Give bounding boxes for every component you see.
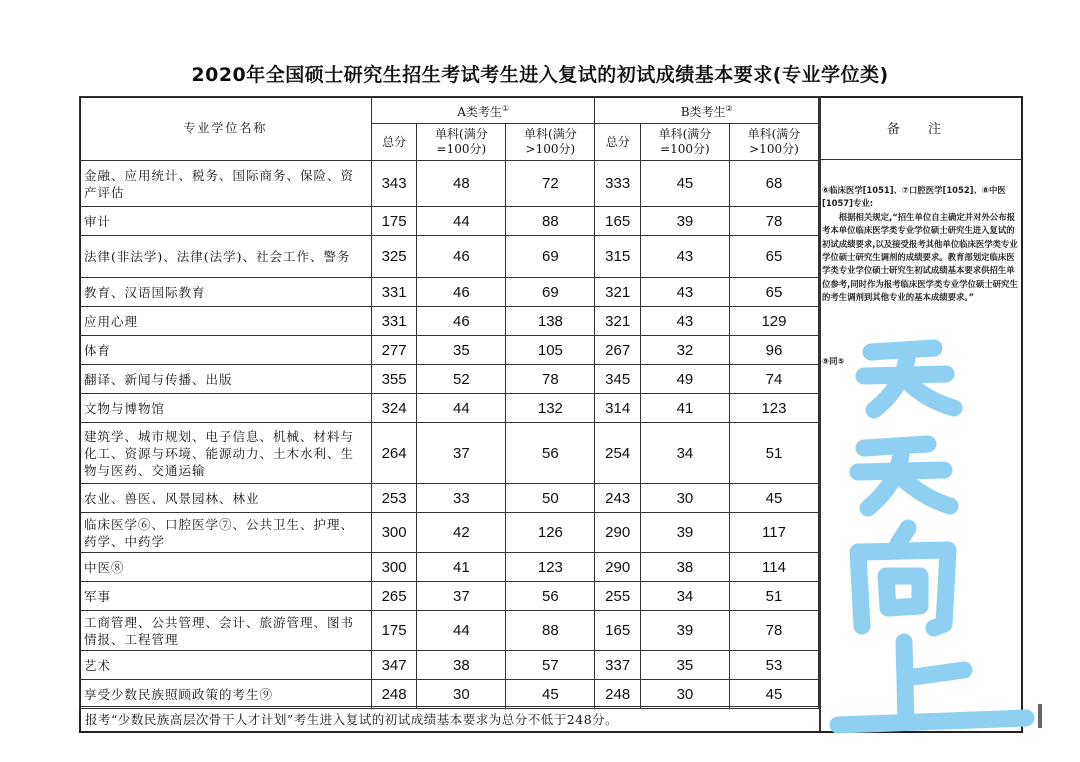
a-total-cell: 300: [371, 553, 417, 582]
a-total-cell: 325: [371, 236, 417, 278]
b-total-cell: 267: [595, 336, 641, 365]
b-total-cell: 243: [595, 484, 641, 513]
remarks-header: 备 注: [819, 96, 1021, 160]
a-single-100-cell: 48: [417, 161, 506, 207]
b-single-gt100-cell: 45: [729, 484, 818, 513]
major-name-cell: 临床医学⑥、口腔医学⑦、公共卫生、护理、药学、中药学: [80, 513, 372, 553]
a-single-gt100-cell: 56: [506, 582, 595, 611]
table-row: [80, 307, 819, 336]
table-row: [80, 651, 819, 680]
a-single-gt100-cell: 88: [506, 611, 595, 651]
a-single-gt100-cell: 132: [506, 394, 595, 423]
b-total-cell: 290: [595, 513, 641, 553]
b-single-100-cell: 34: [640, 423, 729, 484]
major-name-cell: 农业、兽医、风景园林、林业: [80, 484, 372, 513]
table-row: [80, 582, 819, 611]
a-single-100-cell: 42: [417, 513, 506, 553]
a-total-header: 总分: [371, 124, 417, 161]
remark-note-minority: ⑨同⑤: [822, 356, 845, 366]
table-row: [80, 236, 819, 278]
a-single-100-header: 单科(满分 =100分): [417, 124, 506, 161]
b-total-cell: 321: [595, 278, 641, 307]
scan-mark: [1038, 704, 1042, 728]
column-header-major: 专业学位名称: [80, 97, 372, 161]
b-single-gt100-cell: 51: [729, 423, 818, 484]
a-single-100-cell: 44: [417, 611, 506, 651]
b-total-cell: 315: [595, 236, 641, 278]
score-table: [79, 96, 819, 709]
table-row: [80, 680, 819, 709]
major-name-cell: 金融、应用统计、税务、国际商务、保险、资产评估: [80, 161, 372, 207]
major-name-cell: 翻译、新闻与传播、出版: [80, 365, 372, 394]
a-single-100-cell: 44: [417, 207, 506, 236]
b-total-header: 总分: [595, 124, 641, 161]
a-single-gt100-cell: 88: [506, 207, 595, 236]
table-row: [80, 278, 819, 307]
b-total-cell: 321: [595, 307, 641, 336]
b-single-100-cell: 38: [640, 553, 729, 582]
b-single-100-cell: 43: [640, 278, 729, 307]
b-total-cell: 337: [595, 651, 641, 680]
table-row: [80, 207, 819, 236]
a-single-gt100-cell: 138: [506, 307, 595, 336]
major-name-cell: 体育: [80, 336, 372, 365]
b-single-gt100-cell: 78: [729, 611, 818, 651]
major-name-cell: 法律(非法学)、法律(法学)、社会工作、警务: [80, 236, 372, 278]
a-total-cell: 355: [371, 365, 417, 394]
b-single-100-header: 单科(满分 =100分): [640, 124, 729, 161]
a-single-gt100-cell: 56: [506, 423, 595, 484]
b-single-gt100-cell: 45: [729, 680, 818, 709]
b-single-gt100-cell: 68: [729, 161, 818, 207]
b-total-cell: 345: [595, 365, 641, 394]
table-row: [80, 553, 819, 582]
a-total-cell: 248: [371, 680, 417, 709]
b-total-cell: 314: [595, 394, 641, 423]
major-name-cell: 应用心理: [80, 307, 372, 336]
b-single-100-cell: 39: [640, 611, 729, 651]
a-total-cell: 175: [371, 611, 417, 651]
a-single-gt100-cell: 69: [506, 236, 595, 278]
a-single-gt100-cell: 69: [506, 278, 595, 307]
a-single-100-cell: 33: [417, 484, 506, 513]
group-a-header: A类考生①: [371, 97, 595, 124]
b-single-gt100-cell: 78: [729, 207, 818, 236]
a-single-gt100-cell: 50: [506, 484, 595, 513]
a-single-100-cell: 46: [417, 278, 506, 307]
a-total-cell: 324: [371, 394, 417, 423]
group-b-header: B类考生②: [595, 97, 819, 124]
major-name-cell: 中医⑧: [80, 553, 372, 582]
major-name-cell: 审计: [80, 207, 372, 236]
major-name-cell: 文物与博物馆: [80, 394, 372, 423]
a-total-cell: 264: [371, 423, 417, 484]
b-total-cell: 165: [595, 611, 641, 651]
b-single-gt100-cell: 114: [729, 553, 818, 582]
b-single-100-cell: 49: [640, 365, 729, 394]
b-total-cell: 255: [595, 582, 641, 611]
major-name-cell: 军事: [80, 582, 372, 611]
a-single-gt100-cell: 45: [506, 680, 595, 709]
a-single-100-cell: 46: [417, 236, 506, 278]
a-single-100-cell: 38: [417, 651, 506, 680]
table-row: [80, 336, 819, 365]
major-name-cell: 教育、汉语国际教育: [80, 278, 372, 307]
b-single-100-cell: 32: [640, 336, 729, 365]
table-row: [80, 513, 819, 553]
a-single-100-cell: 30: [417, 680, 506, 709]
a-single-100-cell: 46: [417, 307, 506, 336]
a-single-100-cell: 44: [417, 394, 506, 423]
table-row: [80, 161, 819, 207]
b-total-cell: 333: [595, 161, 641, 207]
b-single-gt100-cell: 51: [729, 582, 818, 611]
b-single-100-cell: 45: [640, 161, 729, 207]
a-total-cell: 175: [371, 207, 417, 236]
b-single-100-cell: 41: [640, 394, 729, 423]
a-total-cell: 331: [371, 307, 417, 336]
a-single-100-cell: 37: [417, 582, 506, 611]
b-single-gt100-cell: 117: [729, 513, 818, 553]
b-total-cell: 165: [595, 207, 641, 236]
a-total-cell: 253: [371, 484, 417, 513]
b-single-gt100-cell: 53: [729, 651, 818, 680]
b-single-100-cell: 43: [640, 307, 729, 336]
b-single-gt100-cell: 65: [729, 236, 818, 278]
page-title: 2020年全国硕士研究生招生考试考生进入复试的初试成绩基本要求(专业学位类): [191, 64, 889, 86]
a-total-cell: 300: [371, 513, 417, 553]
a-single-gt100-cell: 105: [506, 336, 595, 365]
a-single-gt100-cell: 78: [506, 365, 595, 394]
b-single-100-cell: 30: [640, 484, 729, 513]
a-single-100-cell: 52: [417, 365, 506, 394]
a-total-cell: 347: [371, 651, 417, 680]
b-single-100-cell: 35: [640, 651, 729, 680]
b-single-gt100-cell: 96: [729, 336, 818, 365]
a-single-gt100-cell: 126: [506, 513, 595, 553]
a-single-100-cell: 37: [417, 423, 506, 484]
a-total-cell: 277: [371, 336, 417, 365]
a-single-100-cell: 41: [417, 553, 506, 582]
b-total-cell: 248: [595, 680, 641, 709]
a-single-100-cell: 35: [417, 336, 506, 365]
a-total-cell: 331: [371, 278, 417, 307]
remark-note-body: 根据相关规定,“招生单位自主确定并对外公布报考本单位临床医学类专业学位硕士研究生进入复试的初试成绩要求,以及接受报考其他单位临床医学类专业学位硕士研究生调剂的成绩要求。教育部划定临床医学类专业学位硕士研究生初试成绩基本要求供招生单位参考,同时作为报考临床医学类专业学位硕士研究生的考生调剂到其他专业的基本成绩要求。”: [822, 211, 1018, 303]
remark-note-clinical: [822, 184, 1018, 305]
major-name-cell: 建筑学、城市规划、电子信息、机械、材料与化工、资源与环境、能源动力、土木水利、生物与医药、交通运输: [80, 423, 372, 484]
b-single-100-cell: 30: [640, 680, 729, 709]
a-single-gt100-cell: 57: [506, 651, 595, 680]
b-single-100-cell: 34: [640, 582, 729, 611]
a-single-gt100-cell: 123: [506, 553, 595, 582]
footnote: 报考“少数民族高层次骨干人才计划”考生进入复试的初试成绩基本要求为总分不低于248分。: [81, 706, 819, 731]
b-single-gt100-cell: 65: [729, 278, 818, 307]
a-total-cell: 265: [371, 582, 417, 611]
table-row: [80, 365, 819, 394]
b-single-gt100-cell: 74: [729, 365, 818, 394]
table-row: [80, 611, 819, 651]
b-single-gt100-cell: 129: [729, 307, 818, 336]
b-single-100-cell: 43: [640, 236, 729, 278]
table-row: [80, 394, 819, 423]
b-single-100-cell: 39: [640, 513, 729, 553]
a-single-gt100-cell: 72: [506, 161, 595, 207]
table-row: [80, 423, 819, 484]
major-name-cell: 享受少数民族照顾政策的考生⑨: [80, 680, 372, 709]
b-single-gt100-header: 单科(满分 >100分): [729, 124, 818, 161]
b-single-100-cell: 39: [640, 207, 729, 236]
b-total-cell: 254: [595, 423, 641, 484]
major-name-cell: 艺术: [80, 651, 372, 680]
table-row: [80, 484, 819, 513]
a-total-cell: 343: [371, 161, 417, 207]
b-total-cell: 290: [595, 553, 641, 582]
b-single-gt100-cell: 123: [729, 394, 818, 423]
remark-note-head: ⑥临床医学[1051]、⑦口腔医学[1052]、⑧中医[1057]专业:: [822, 185, 1006, 209]
a-single-gt100-header: 单科(满分 >100分): [506, 124, 595, 161]
major-name-cell: 工商管理、公共管理、会计、旅游管理、图书情报、工程管理: [80, 611, 372, 651]
